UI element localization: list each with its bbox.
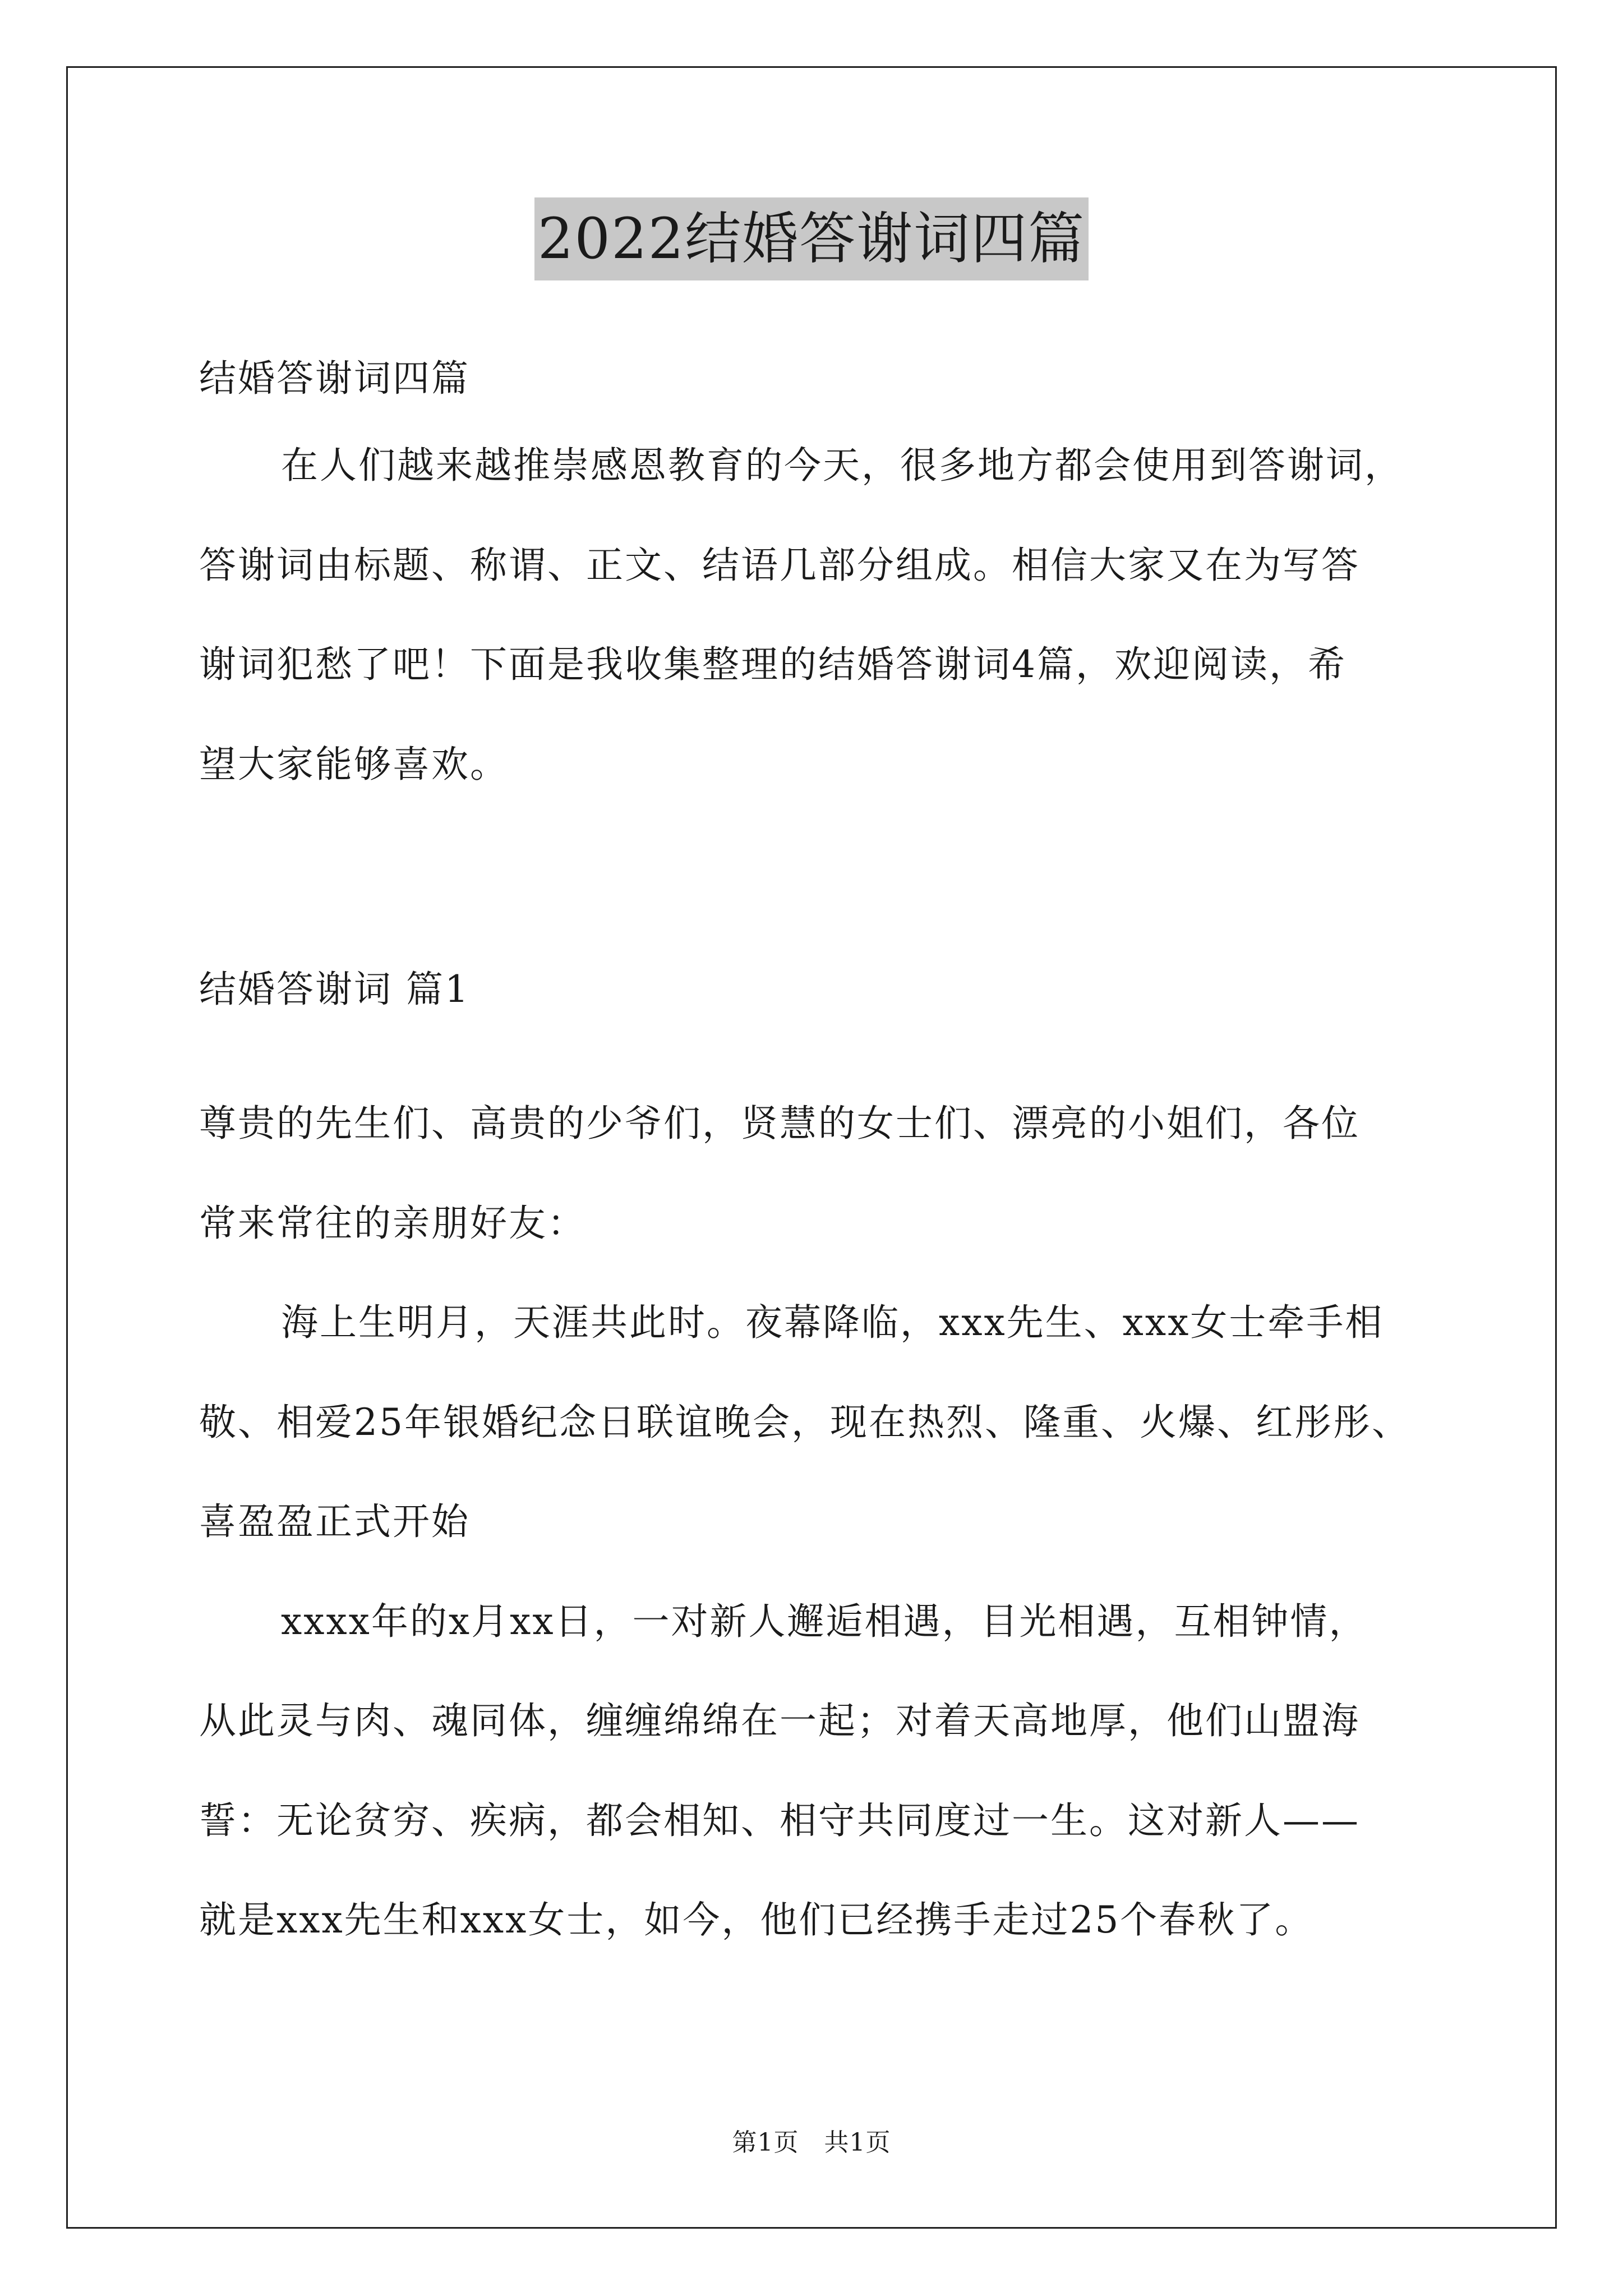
- page-footer: 第1页 共1页: [732, 2128, 891, 2157]
- paragraph-3-line-2: 从此灵与肉、魂同体，缠缠绵绵在一起；对着天高地厚，他们山盟海: [199, 1699, 1360, 1742]
- salutation-line-2: 常来常往的亲朋好友：: [199, 1202, 586, 1245]
- paragraph-2-line-3: 喜盈盈正式开始: [199, 1500, 470, 1543]
- intro-paragraph-line-2: 答谢词由标题、称谓、正文、结语几部分组成。相信大家又在为写答: [199, 544, 1360, 587]
- intro-paragraph-line-3: 谢词犯愁了吧！下面是我收集整理的结婚答谢词4篇，欢迎阅读，希: [199, 643, 1347, 686]
- title-container: [0, 197, 1623, 280]
- intro-paragraph-line-1: 在人们越来越推崇感恩教育的今天，很多地方都会使用到答谢词，: [281, 444, 1403, 487]
- document-title: 2022结婚答谢词四篇: [534, 197, 1089, 280]
- paragraph-2-line-1: 海上生明月，天涯共此时。夜幕降临，xxx先生、xxx女士牵手相: [281, 1301, 1384, 1344]
- intro-paragraph-line-4: 望大家能够喜欢。: [199, 743, 509, 786]
- section-heading-1: 结婚答谢词 篇1: [199, 968, 470, 1011]
- salutation-line-1: 尊贵的先生们、高贵的少爷们，贤慧的女士们、漂亮的小姐们，各位: [199, 1102, 1360, 1145]
- paragraph-3-line-3: 誓：无论贫穷、疾病，都会相知、相守共同度过一生。这对新人——: [199, 1799, 1360, 1842]
- paragraph-2-line-2: 敬、相爱25年银婚纪念日联谊晚会，现在热烈、隆重、火爆、红彤彤、: [199, 1401, 1410, 1444]
- paragraph-3-line-4: 就是xxx先生和xxx女士，如今，他们已经携手走过25个春秋了。: [199, 1898, 1314, 1941]
- paragraph-3-line-1: xxxx年的x月xx日，一对新人邂逅相遇，目光相遇，互相钟情，: [281, 1600, 1368, 1643]
- intro-heading: 结婚答谢词四篇: [199, 357, 470, 400]
